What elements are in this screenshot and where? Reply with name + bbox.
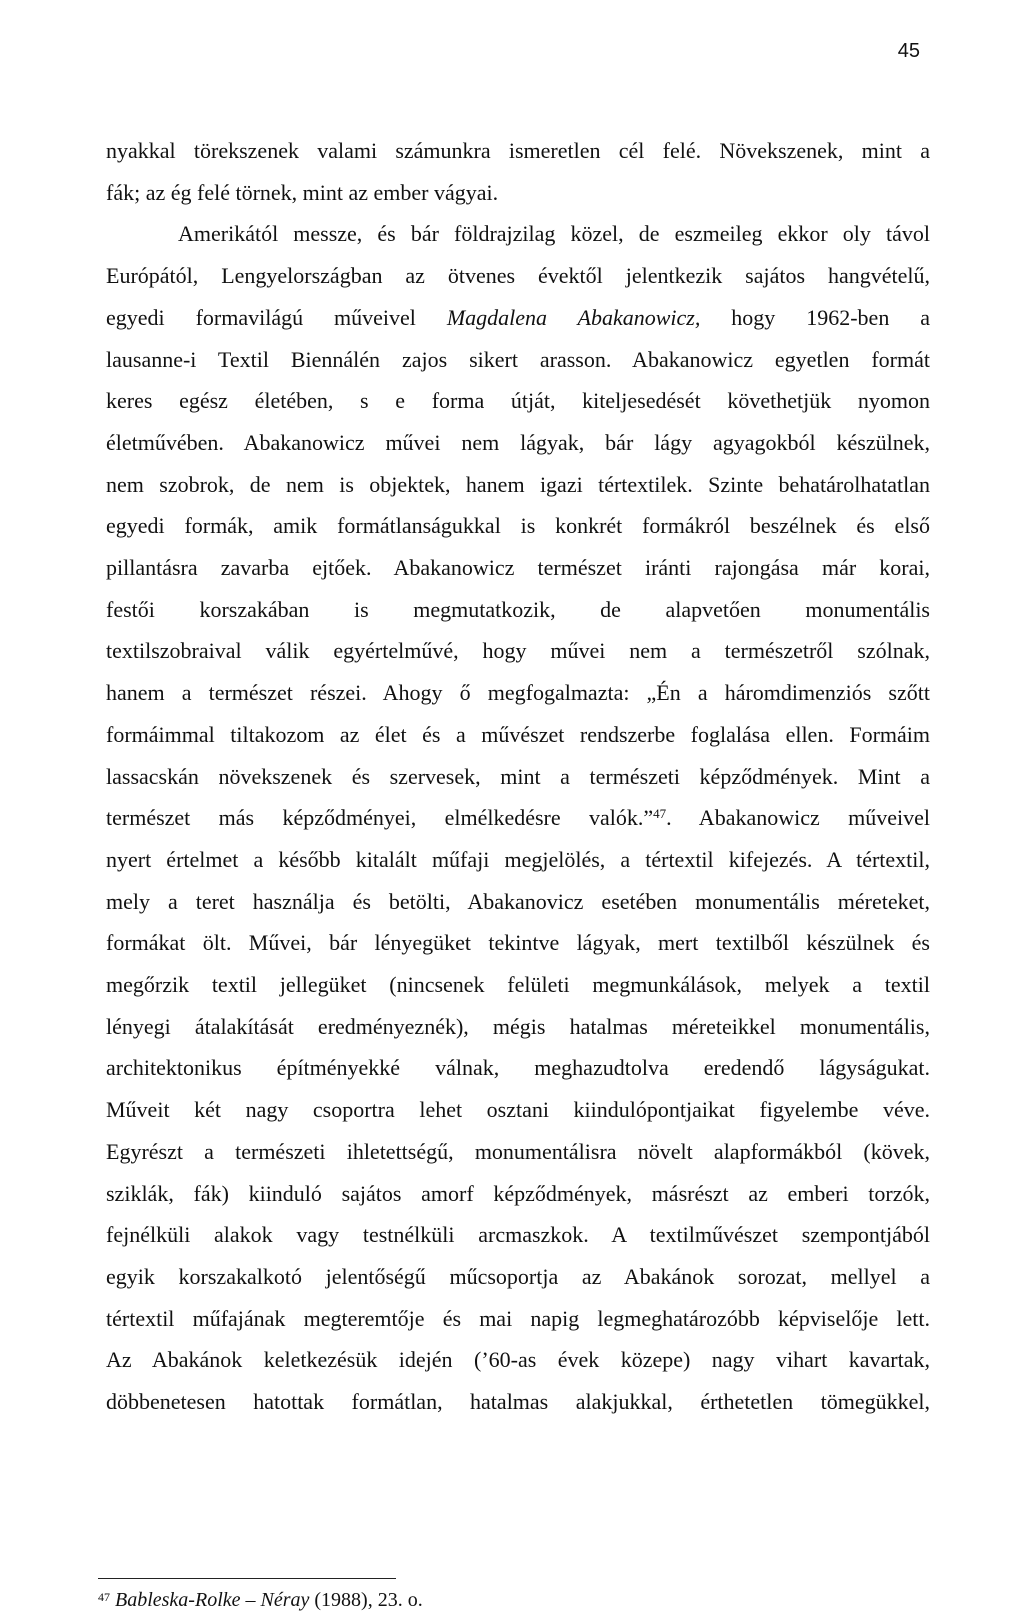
- text-line: [106, 763, 930, 791]
- text-line: [106, 262, 930, 290]
- text-line: [106, 637, 930, 665]
- text-line: [106, 346, 930, 374]
- text-segment: lényegi átalakítását eredményeznék), mégis hatalmas méreteikkel monumentális,: [106, 1014, 930, 1039]
- text-line: [106, 929, 930, 957]
- text-line: [106, 1263, 930, 1291]
- text-line: [106, 596, 930, 624]
- text-segment: tértextil műfajának megteremtője és mai napig legmeghatározóbb képviselője lett.: [106, 1306, 930, 1331]
- text-segment: hogy 1962-ben a: [700, 305, 931, 330]
- italic-name: Magdalena Abakanowicz,: [446, 305, 701, 330]
- text-line: [106, 1013, 930, 1041]
- text-segment: sziklák, fák) kiinduló sajátos amorf képződmények, másrészt az emberi torzók,: [106, 1181, 930, 1206]
- text-segment: . Abakanowicz műveivel: [666, 805, 930, 830]
- text-segment: Műveit két nagy csoportra lehet osztani kiindulópontjaikat figyelembe véve.: [106, 1097, 930, 1122]
- text-segment: mely a teret használja és betölti, Abakanovicz esetében monumentális méreteket,: [106, 889, 930, 914]
- text-segment: egyik korszakalkotó jelentőségű műcsoportja az Abakánok sorozat, mellyel a: [106, 1264, 930, 1289]
- text-segment: formákat ölt. Művei, bár lényegüket tekintve lágyak, mert textilből készülnek és: [106, 930, 930, 955]
- text-segment: lassacskán növekszenek és szervesek, mint a természeti képződmények. Mint a: [106, 764, 930, 789]
- footnote-citation: (1988), 23. o.: [309, 1589, 423, 1611]
- text-line: [106, 137, 930, 165]
- text-line: [106, 1138, 930, 1166]
- text-line: [106, 471, 930, 499]
- text-segment: nem szobrok, de nem is objektek, hanem igazi tértextilek. Szinte behatárolhatatlan: [106, 472, 930, 497]
- text-line: [106, 1388, 930, 1416]
- text-line: [106, 387, 930, 415]
- text-segment: Amerikától messze, és bár földrajzilag közel, de eszmeileg ekkor oly távol: [178, 221, 930, 246]
- text-segment: festői korszakában is megmutatkozik, de alapvetően monumentális: [106, 597, 930, 622]
- text-segment: hanem a természet részei. Ahogy ő megfogalmazta: „Én a háromdimenziós szőtt: [106, 680, 930, 705]
- text-segment: nyakkal törekszenek valami számunkra ismeretlen cél felé. Növekszenek, mint a: [106, 138, 930, 163]
- text-line: [106, 1180, 930, 1208]
- text-line: [106, 554, 930, 582]
- text-line: [106, 1346, 930, 1374]
- text-line: [106, 679, 930, 707]
- text-line: [106, 512, 930, 540]
- footnote-authors: Bableska-Rolke – Néray: [115, 1589, 310, 1611]
- text-segment: megőrzik textil jellegüket (nincsenek felületi megmunkálások, melyek a textil: [106, 972, 930, 997]
- text-segment: egyedi formák, amik formátlanságukkal is konkrét formákról beszélnek és első: [106, 513, 930, 538]
- text-line: [106, 1305, 930, 1333]
- text-segment: fejnélküli alakok vagy testnélküli arcmaszkok. A textilművészet szempontjából: [106, 1222, 930, 1247]
- text-segment: fák; az ég felé törnek, mint az ember vágyai.: [106, 180, 499, 205]
- text-segment: egyedi formavilágú műveivel: [106, 305, 447, 330]
- text-line: [106, 429, 930, 457]
- text-line: [106, 846, 930, 874]
- text-segment: nyert értelmet a később kitalált műfaji megjelölés, a tértextil kifejezés. A tértextil,: [106, 847, 930, 872]
- text-line: [106, 888, 930, 916]
- text-segment: lausanne-i Textil Biennálén zajos sikert arasson. Abakanowicz egyetlen formát: [106, 347, 930, 372]
- footnote-number: 47: [98, 1590, 110, 1604]
- footnote-ref: 47: [653, 806, 667, 821]
- text-segment: Európától, Lengyelországban az ötvenes évektől jelentkezik sajátos hangvételű,: [106, 263, 930, 288]
- text-line: [178, 220, 930, 248]
- text-segment: formáimmal tiltakozom az élet és a művészet rendszerbe foglalása ellen. Formáim: [106, 722, 930, 747]
- text-segment: természet más képződményei, elmélkedésre valók.”: [106, 805, 654, 830]
- text-segment: textilszobraival válik egyértelművé, hogy művei nem a természetről szólnak,: [106, 638, 930, 663]
- text-line: [106, 1054, 930, 1082]
- text-line: [106, 804, 930, 832]
- text-line: [106, 179, 930, 207]
- text-segment: pillantásra zavarba ejtőek. Abakanowicz természet iránti rajongása már korai,: [106, 555, 930, 580]
- text-segment: döbbenetesen hatottak formátlan, hatalmas alakjukkal, érthetetlen tömegükkel,: [106, 1389, 930, 1414]
- text-segment: Egyrészt a természeti ihletettségű, monumentálisra növelt alapformákból (kövek,: [106, 1139, 930, 1164]
- footnote-separator: [98, 1578, 396, 1579]
- text-segment: architektonikus építményekké válnak, meghazudtolva eredendő lágyságukat.: [106, 1055, 930, 1080]
- text-segment: keres egész életében, s e forma útját, kiteljesedését követhetjük nyomon: [106, 388, 930, 413]
- text-line: [106, 1221, 930, 1249]
- text-segment: Az Abakánok keletkezésük idején (’60-as évek közepe) nagy vihart kavartak,: [106, 1347, 930, 1372]
- text-line: [106, 304, 930, 332]
- text-segment: életművében. Abakanowicz művei nem lágyak, bár lágy agyagokból készülnek,: [106, 430, 930, 455]
- text-line: [106, 721, 930, 749]
- text-line: [106, 1096, 930, 1124]
- footnote: [98, 1588, 798, 1612]
- text-line: [106, 971, 930, 999]
- page-number: 45: [897, 40, 920, 62]
